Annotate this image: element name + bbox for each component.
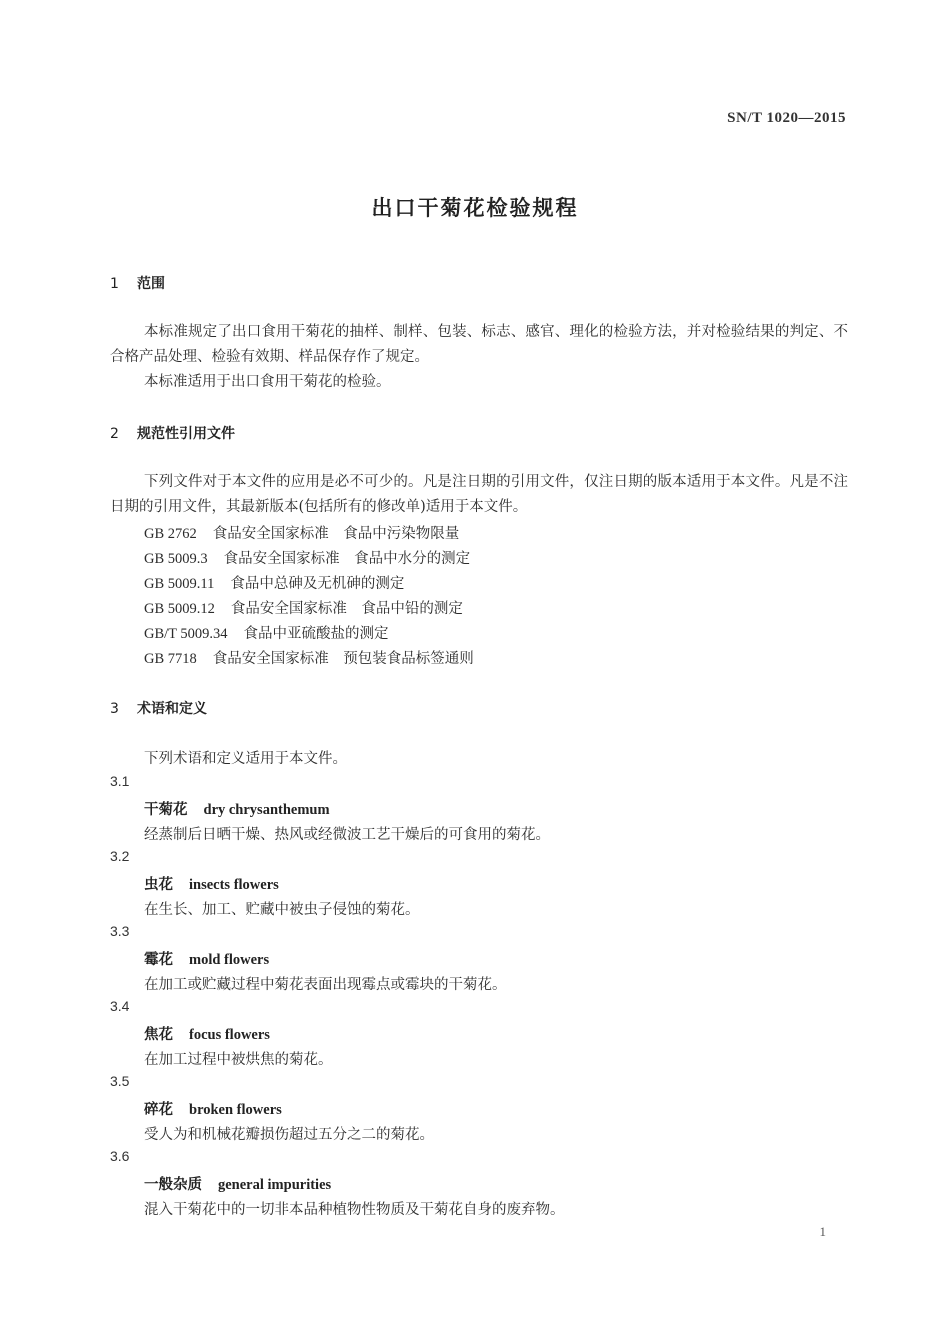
term-zh: 一般杂质 (144, 1177, 202, 1193)
section-title: 术语和定义 (137, 701, 207, 717)
paragraph: 本标准适用于出口食用干菊花的检验。 (144, 374, 391, 390)
term-title (144, 798, 330, 819)
reference-title: 食品安全国家标准 预包装食品标签通则 (212, 651, 474, 667)
references-intro (110, 470, 848, 520)
reference-title: 食品中总砷及无机砷的测定 (230, 576, 405, 592)
term-zh: 焦花 (144, 1027, 173, 1043)
term-en: mold flowers (189, 952, 270, 968)
term-zh: 霉花 (144, 952, 173, 968)
section-title: 范围 (137, 276, 165, 292)
reference-title: 食品安全国家标准 食品中铅的测定 (230, 601, 463, 617)
document-title: 出口干菊花检验规程 (371, 196, 579, 220)
reference-title: 食品安全国家标准 食品中水分的测定 (223, 551, 471, 567)
reference-code: GB 7718 (144, 651, 197, 667)
term-title (144, 1173, 331, 1194)
term-number: 3.4 (110, 998, 130, 1014)
reference-item (144, 622, 389, 643)
term-title (144, 948, 269, 969)
reference-title: 食品安全国家标准 食品中污染物限量 (212, 526, 460, 542)
paragraph: 下列文件对于本文件的应用是必不可少的。凡是注日期的引用文件，仅注日期的版本适用于本文件。凡是不注日期的引用文件，其最新版本(包括所有的修改单)适用于本文件。 (110, 474, 848, 515)
term-zh: 虫花 (144, 877, 173, 893)
reference-item (144, 647, 474, 668)
terms-intro: 下列术语和定义适用于本文件。 (144, 751, 347, 767)
term-number: 3.2 (110, 848, 130, 864)
reference-code: GB 5009.12 (144, 601, 215, 617)
term-number: 3.3 (110, 923, 130, 939)
reference-code: GB 5009.3 (144, 551, 208, 567)
term-en: focus flowers (189, 1027, 270, 1043)
reference-item (144, 547, 470, 568)
section-heading-scope (110, 273, 165, 293)
term-title (144, 1098, 282, 1119)
term-number: 3.5 (110, 1073, 130, 1089)
term-title (144, 1023, 270, 1044)
section-number: 3 (110, 701, 119, 717)
term-number: 3.1 (110, 773, 130, 789)
section-number: 2 (110, 426, 119, 442)
term-definition: 在生长、加工、贮藏中被虫子侵蚀的菊花。 (144, 902, 420, 918)
reference-code: GB/T 5009.34 (144, 626, 228, 642)
section-number: 1 (110, 276, 119, 292)
term-definition: 受人为和机械花瓣损伤超过五分之二的菊花。 (144, 1127, 434, 1143)
term-definition: 在加工过程中被烘焦的菊花。 (144, 1052, 333, 1068)
term-en: dry chrysanthemum (203, 802, 330, 818)
reference-title: 食品中亚硫酸盐的测定 (243, 626, 389, 642)
page-number: 1 (819, 1224, 826, 1239)
standard-code: SN/T 1020—2015 (727, 110, 846, 126)
reference-code: GB 2762 (144, 526, 197, 542)
term-en: broken flowers (189, 1102, 282, 1118)
section-title: 规范性引用文件 (137, 426, 235, 442)
term-zh: 干菊花 (144, 802, 188, 818)
paragraph: 本标准规定了出口食用干菊花的抽样、制样、包装、标志、感官、理化的检验方法，并对检验结果的判定、不合格产品处理、检验有效期、样品保存作了规定。 (110, 324, 848, 365)
term-definition: 在加工或贮藏过程中菊花表面出现霉点或霉块的干菊花。 (144, 977, 507, 993)
section-heading-normative-references (110, 423, 235, 443)
reference-item (144, 572, 404, 593)
reference-item (144, 597, 463, 618)
term-en: general impurities (218, 1177, 332, 1193)
term-zh: 碎花 (144, 1102, 173, 1118)
term-en: insects flowers (189, 877, 279, 893)
scope-paragraphs (110, 320, 848, 395)
term-definition: 经蒸制后日晒干燥、热风或经微波工艺干燥后的可食用的菊花。 (144, 827, 550, 843)
reference-item (144, 522, 459, 543)
reference-code: GB 5009.11 (144, 576, 215, 592)
term-title (144, 873, 279, 894)
section-heading-terms (110, 698, 207, 718)
term-number: 3.6 (110, 1148, 130, 1164)
term-definition: 混入干菊花中的一切非本品种植物性物质及干菊花自身的废弃物。 (144, 1202, 565, 1218)
